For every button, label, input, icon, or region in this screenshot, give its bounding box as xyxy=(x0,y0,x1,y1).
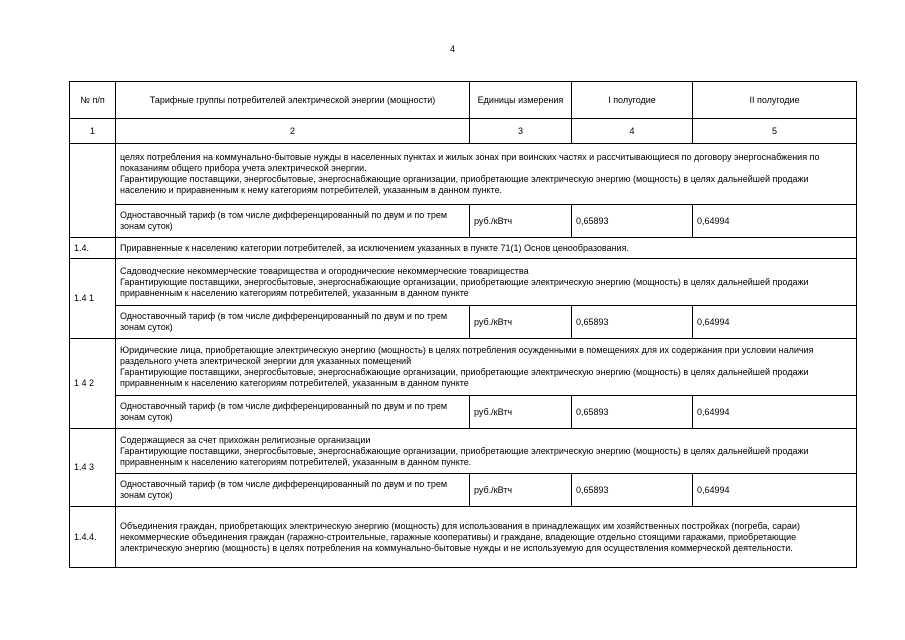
tariff-h1: 0,65893 xyxy=(572,205,693,238)
row-num-empty xyxy=(70,144,116,238)
group-description: целях потребления на коммунально-бытовые нужды в населенных пунктах и жилых зонах при воинских частях и рассчитывающиеся по договору энергоснабжения по показаниям общего прибора учета электрической энергии. Гарантирующие поставщики, энергосбытовые, энергоснабжающие организации, приобретающие электрическую энергию (мощность) в целях дальнейшей продажи населению и приравненным к нему категориям потребителей, указанным в данном пункте. xyxy=(116,144,857,205)
table-row xyxy=(70,205,857,238)
tariff-h2: 0,64994 xyxy=(693,205,857,238)
group-description: Юридические лица, приобретающие электрическую энергию (мощность) в целях потребления осужденными в помещениях для их содержания при условии наличия раздельного учета электрической энергии для указанных помещений Гарантирующие поставщики, энергосбытовые, энергоснабжающие организации, приобретающие электрическую энергию (мощность) в целях дальнейшей продажи приравненным к населению категориям потребителей, указанным в данном пункте xyxy=(116,339,857,396)
header-num: № п/п xyxy=(70,82,116,119)
table-row xyxy=(70,396,857,429)
header-group: Тарифные группы потребителей электрической энергии (мощности) xyxy=(116,82,470,119)
tariff-h1: 0,65893 xyxy=(572,306,693,339)
index-cell: 2 xyxy=(116,119,470,144)
header-h1: I полугодие xyxy=(572,82,693,119)
group-description: Садоводческие некоммерческие товарищества и огороднические некоммерческие товарищества Гарантирующие поставщики, энергосбытовые, энергоснабжающие организации, приобретающие электрическую энергию (мощность) в целях дальнейшей продажи приравненным к населению категориям потребителей, указанным в данном пункте xyxy=(116,259,857,306)
table-row xyxy=(70,144,857,205)
tariff-label: Одноставочный тариф (в том числе дифференцированный по двум и по трем зонам суток) xyxy=(116,205,470,238)
row-num: 1.4. xyxy=(70,238,116,259)
table-row xyxy=(70,306,857,339)
tariff-h2: 0,64994 xyxy=(693,396,857,429)
group-description: Приравненные к населению категории потребителей, за исключением указанных в пункте 71(1) Основ ценообразования. xyxy=(116,238,857,259)
group-description: Объединения граждан, приобретающих электрическую энергию (мощность) для использования в принадлежащих им хозяйственных постройках (погреба, сараи) некоммерческие объединения граждан (гаражно-строительные, гаражные кооперативы) и граждане, владеющие отдельно стоящими гаражами, приобретающие электрическую энергию (мощность) в целях потребления на коммунально-бытовые нужды и не используемую для осуществления коммерческой деятельности. xyxy=(116,507,857,568)
group-description: Содержащиеся за счет прихожан религиозные организации Гарантирующие поставщики, энергосбытовые, энергоснабжающие организации, приобретающие электрическую энергию (мощность) в целях дальнейшей продажи приравненным к населению категориям потребителей, указанным в данном пункте. xyxy=(116,429,857,474)
table-header-row xyxy=(70,82,857,119)
row-num: 1.4.4. xyxy=(70,507,116,568)
tariff-label: Одноставочный тариф (в том числе дифференцированный по двум и по трем зонам суток) xyxy=(116,474,470,507)
index-cell: 3 xyxy=(470,119,572,144)
tariff-label: Одноставочный тариф (в том числе дифференцированный по двум и по трем зонам суток) xyxy=(116,306,470,339)
tariff-h1: 0,65893 xyxy=(572,396,693,429)
tariff-unit: руб./кВтч xyxy=(470,205,572,238)
tariff-label: Одноставочный тариф (в том числе дифференцированный по двум и по трем зонам суток) xyxy=(116,396,470,429)
index-cell: 1 xyxy=(70,119,116,144)
row-num: 1.4 1 xyxy=(70,259,116,339)
table-row xyxy=(70,474,857,507)
index-cell: 5 xyxy=(693,119,857,144)
table-row xyxy=(70,259,857,306)
tariff-h2: 0,64994 xyxy=(693,306,857,339)
table-row xyxy=(70,429,857,474)
row-num: 1 4 2 xyxy=(70,339,116,429)
row-num: 1.4 3 xyxy=(70,429,116,507)
header-unit: Единицы измерения xyxy=(470,82,572,119)
tariff-h2: 0,64994 xyxy=(693,474,857,507)
tariff-h1: 0,65893 xyxy=(572,474,693,507)
tariff-table xyxy=(69,81,857,568)
table-row xyxy=(70,339,857,396)
index-cell: 4 xyxy=(572,119,693,144)
page-number: 4 xyxy=(449,44,455,54)
tariff-unit: руб./кВтч xyxy=(470,474,572,507)
header-h2: II полугодие xyxy=(693,82,857,119)
tariff-unit: руб./кВтч xyxy=(470,306,572,339)
index-row xyxy=(70,119,857,144)
table-row xyxy=(70,507,857,568)
tariff-unit: руб./кВтч xyxy=(470,396,572,429)
table-row xyxy=(70,238,857,259)
